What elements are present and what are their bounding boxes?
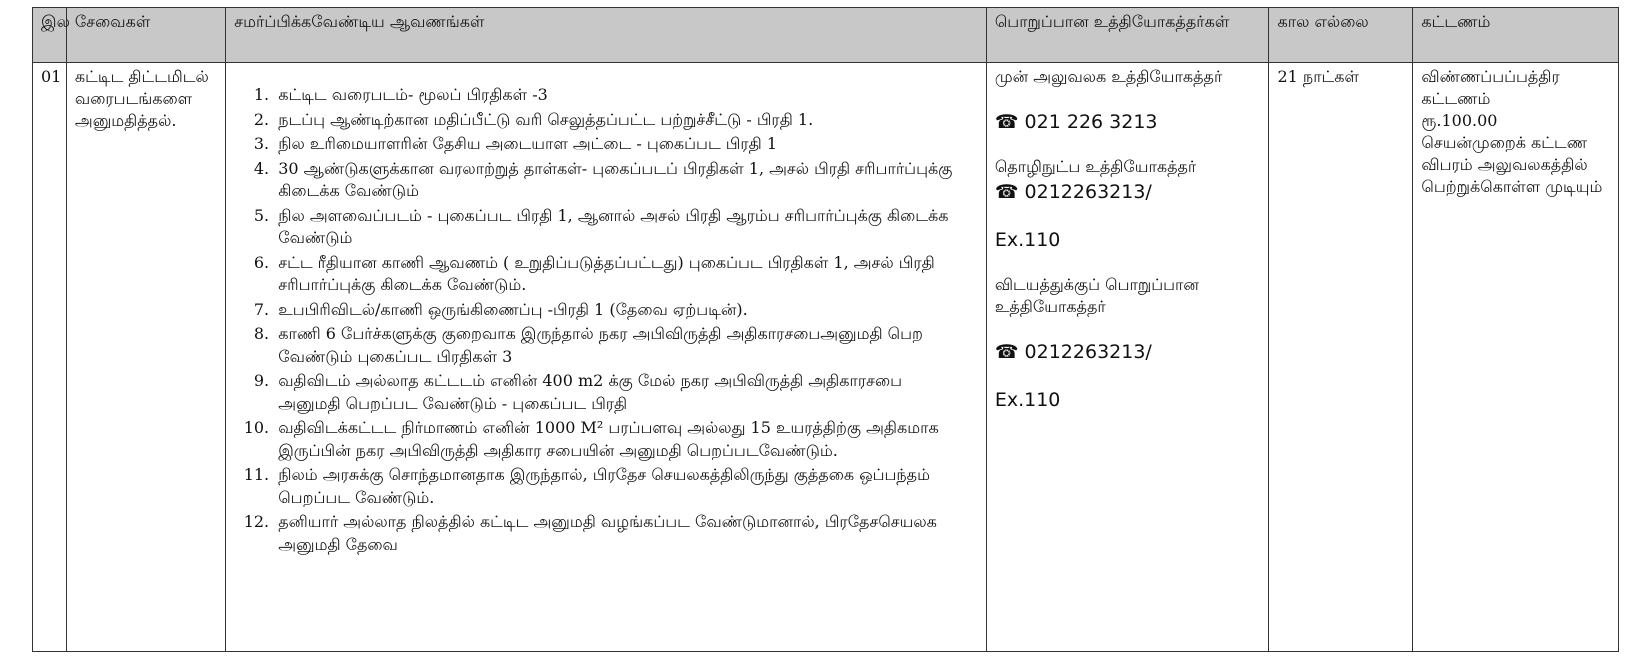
officer-front-office-title: முன் அலுவலக உத்தியோகத்தர் xyxy=(994,67,1223,86)
document-item: 5. நில அளவைப்படம் - புகைப்பட பிரதி 1, ஆனால் அசல் பிரதி ஆரம்ப சரிபார்ப்புக்கு கிடைக்க வேண்டும் xyxy=(274,205,968,250)
document-item: 12. தனியார் அல்லாத நிலத்தில் கட்டிட அனுமதி வழங்கப்பட வேண்டுமானால், பிரதேசசெயலக அனுமதி தேவை xyxy=(274,511,968,556)
header-fee: கட்டணம் xyxy=(1413,8,1619,63)
table-row xyxy=(33,63,1619,652)
time-limit: 21 நாட்கள் xyxy=(1269,63,1413,652)
telephone-icon: ☎ xyxy=(994,341,1019,363)
officer-subject-phone: ☎ 0212263213/ xyxy=(994,341,1152,363)
fee-process-note: செயன்முறைக் கட்டண விபரம் அலுவலகத்தில் பெற்றுக்கொள்ள முடியும் xyxy=(1421,133,1603,196)
header-officers: பொறுப்பான உத்தியோகத்தர்கள் xyxy=(986,8,1269,63)
officers-cell xyxy=(986,63,1269,652)
officer-subject-title: விடயத்துக்குப் பொறுப்பான உத்தியோகத்தர் xyxy=(994,275,1199,316)
row-number: 01 xyxy=(33,63,67,652)
documents-cell xyxy=(226,63,987,652)
fee-amount: ரூ.100.00 xyxy=(1421,111,1498,130)
header-no: இல xyxy=(33,8,67,63)
officer-technical-phone: ☎ 0212263213/ xyxy=(994,181,1152,203)
document-item: 7. உபபிரிவிடல்/காணி ஒருங்கிணைப்பு -பிரதி 1 (தேவை ஏற்படின்). xyxy=(274,299,968,322)
document-item: 4. 30 ஆண்டுகளுக்கான வரலாற்றுத் தாள்கள்- புகைப்படப் பிரதிகள் 1, அசல் பிரதி சரிபார்ப்புக்கு கிடைக்க வேண்டும் xyxy=(274,158,968,203)
header-row xyxy=(33,8,1619,63)
document-item: 2. நடப்பு ஆண்டிற்கான மதிப்பீட்டு வரி செலுத்தப்பட்ட பற்றுச்சீட்டு - பிரதி 1. xyxy=(274,109,968,132)
services-table xyxy=(32,7,1619,652)
document-item: 6. சட்ட ரீதியான காணி ஆவணம் ( உறுதிப்படுத்தப்பட்டது) புகைப்பட பிரதிகள் 1, அசல் பிரதி சரிபார்ப்புக்கு கிடைக்க வேண்டும். xyxy=(274,252,968,297)
documents-list xyxy=(234,84,978,556)
header-services: சேவைகள் xyxy=(66,8,225,63)
document-item: 1. கட்டிட வரைபடம்- மூலப் பிரதிகள் -3 xyxy=(274,84,968,107)
fee-cell xyxy=(1413,63,1619,652)
telephone-icon: ☎ xyxy=(994,111,1019,133)
fee-application: விண்ணப்பப்பத்திர கட்டணம் xyxy=(1421,67,1560,108)
officer-technical-ext: Ex.110 xyxy=(994,229,1061,251)
officer-technical-title: தொழிநுட்ப உத்தியோகத்தர் xyxy=(994,157,1197,176)
telephone-icon: ☎ xyxy=(994,181,1019,203)
officer-subject-ext: Ex.110 xyxy=(994,389,1061,411)
header-documents: சமர்ப்பிக்கவேண்டிய ஆவணங்கள் xyxy=(226,8,987,63)
document-item: 3. நில உரிமையாளரின் தேசிய அடையாள அட்டை - புகைப்பட பிரதி 1 xyxy=(274,133,968,156)
officer-front-office-phone: ☎ 021 226 3213 xyxy=(994,111,1158,133)
document-item: 11. நிலம் அரசுக்கு சொந்தமானதாக இருந்தால், பிரதேச செயலகத்திலிருந்து குத்தகை ஒப்பந்தம் பெறப்பட வேண்டும். xyxy=(274,464,968,509)
header-time-limit: கால எல்லை xyxy=(1269,8,1413,63)
document-item: 10. வதிவிடக்கட்டட நிர்மாணம் எனின் 1000 M² பரப்பளவு அல்லது 15 உயரத்திற்கு அதிகமாக இருப்பின் நகர அபிவிருத்தி அதிகார சபையின் அனுமதி பெறப்படவேண்டும். xyxy=(274,417,968,462)
document-item: 8. காணி 6 பேர்ச்களுக்கு குறைவாக இருந்தால் நகர அபிவிருத்தி அதிகாரசபைஅனுமதி பெற வேண்டும் புகைப்பட பிரதிகள் 3 xyxy=(274,323,968,368)
service-name: கட்டிட திட்டமிடல் வரைபடங்களை அனுமதித்தல். xyxy=(66,63,225,652)
document-item: 9. வதிவிடம் அல்லாத கட்டடம் எனின் 400 m2 க்கு மேல் நகர அபிவிருத்தி அதிகாரசபை அனுமதி பெறப்பட வேண்டும் - புகைப்பட பிரதி xyxy=(274,370,968,415)
